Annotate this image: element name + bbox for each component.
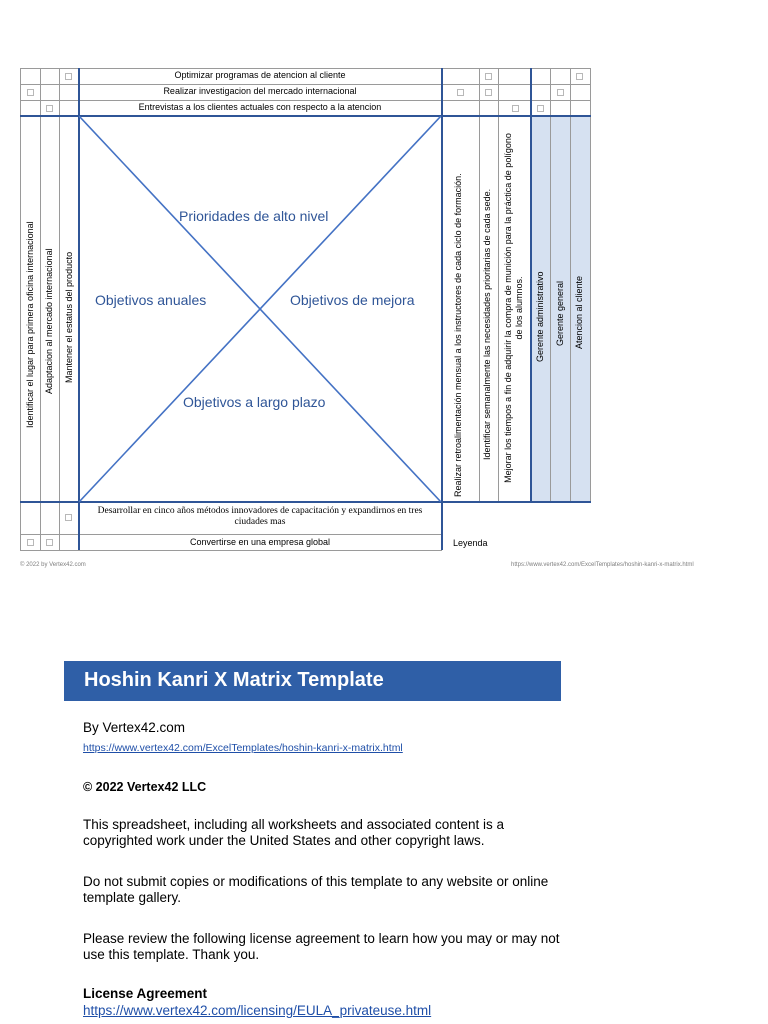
quadrant-bottom: Objetivos a largo plazo	[183, 394, 326, 410]
by-line: By Vertex42.com	[83, 720, 186, 735]
left-column-1: Identificar el lugar para primera oficina internacional	[25, 221, 35, 428]
top-row-1: Optimizar programas de atencion al cliente	[174, 70, 346, 80]
checkbox[interactable]	[557, 89, 564, 96]
legend-label: Leyenda	[453, 538, 488, 548]
owner-2: Gerente general	[555, 280, 565, 346]
grid-line	[550, 68, 551, 502]
top-row-3: Entrevistas a los clientes actuales con respecto a la atencion	[138, 102, 382, 112]
bottom-row-2: Convertirse en una empresa global	[189, 537, 331, 547]
bottom-row-1: Desarrollar en cinco años métodos innovadores de capacitación y expandirnos en tres ciudades mas	[97, 506, 423, 527]
grid-line	[498, 68, 499, 502]
matrix-frame	[530, 68, 532, 502]
owner-1: Gerente administrativo	[535, 271, 545, 362]
grid-line	[570, 68, 571, 502]
grid-line	[590, 68, 591, 502]
checkbox[interactable]	[65, 73, 72, 80]
title-banner	[64, 661, 561, 701]
checkbox[interactable]	[65, 514, 72, 521]
right-column-1: Realizar retroalimentación mensual a los instructores de cada ciclo de formación.	[453, 173, 463, 497]
grid-line	[20, 100, 590, 101]
footer-copyright: © 2022 by Vertex42.com	[20, 562, 86, 568]
footer-url[interactable]: https://www.vertex42.com/ExcelTemplates/hoshin-kanri-x-matrix.html	[511, 562, 694, 568]
checkbox[interactable]	[46, 539, 53, 546]
checkbox[interactable]	[537, 105, 544, 112]
grid-line	[20, 84, 590, 85]
grid-line	[479, 68, 480, 502]
checkbox[interactable]	[485, 89, 492, 96]
grid-line	[20, 550, 442, 551]
checkbox[interactable]	[27, 89, 34, 96]
checkbox[interactable]	[46, 105, 53, 112]
matrix-frame	[441, 68, 443, 550]
x-diagonals	[79, 116, 441, 502]
owner-3: Atencion al cliente	[574, 275, 584, 349]
checkbox[interactable]	[512, 105, 519, 112]
paragraph-2: Do not submit copies or modifications of this template to any website or online template gallery.	[83, 874, 549, 905]
top-row-2: Realizar investigacion del mercado internacional	[163, 86, 357, 96]
right-column-2: Identificar semanalmente las necesidades prioritarias de cada sede.	[482, 188, 492, 460]
grid-line	[20, 68, 21, 550]
template-link[interactable]: https://www.vertex42.com/ExcelTemplates/hoshin-kanri-x-matrix.html	[83, 742, 403, 754]
license-heading: License Agreement	[83, 986, 208, 1001]
grid-line	[20, 68, 590, 69]
grid-line	[40, 68, 41, 550]
left-column-3: Mantener el estatus del producto	[64, 251, 74, 383]
checkbox[interactable]	[576, 73, 583, 80]
copyright-heading: © 2022 Vertex42 LLC	[83, 780, 207, 794]
right-column-3: Mejorar los tiempos a fin de adquirir la compra de munición para la práctica de polígono de los alumnos.	[503, 133, 524, 483]
grid-line	[59, 68, 60, 550]
quadrant-top: Prioridades de alto nivel	[179, 208, 329, 224]
paragraph-3: Please review the following license agreement to learn how you may or may not use this template. Thank you.	[83, 931, 560, 962]
banner-title: Hoshin Kanri X Matrix Template	[84, 669, 384, 691]
checkbox[interactable]	[27, 539, 34, 546]
left-column-2: Adaptacion al mercado internacional	[44, 248, 54, 394]
paragraph-1: This spreadsheet, including all worksheets and associated content is a copyrighted work under the United States and other copyright laws.	[83, 817, 504, 848]
quadrant-left: Objetivos anuales	[95, 292, 207, 308]
grid-line	[20, 534, 442, 535]
checkbox[interactable]	[457, 89, 464, 96]
quadrant-right: Objetivos de mejora	[290, 292, 415, 308]
checkbox[interactable]	[485, 73, 492, 80]
license-link[interactable]: https://www.vertex42.com/licensing/EULA_privateuse.html	[83, 1003, 432, 1018]
